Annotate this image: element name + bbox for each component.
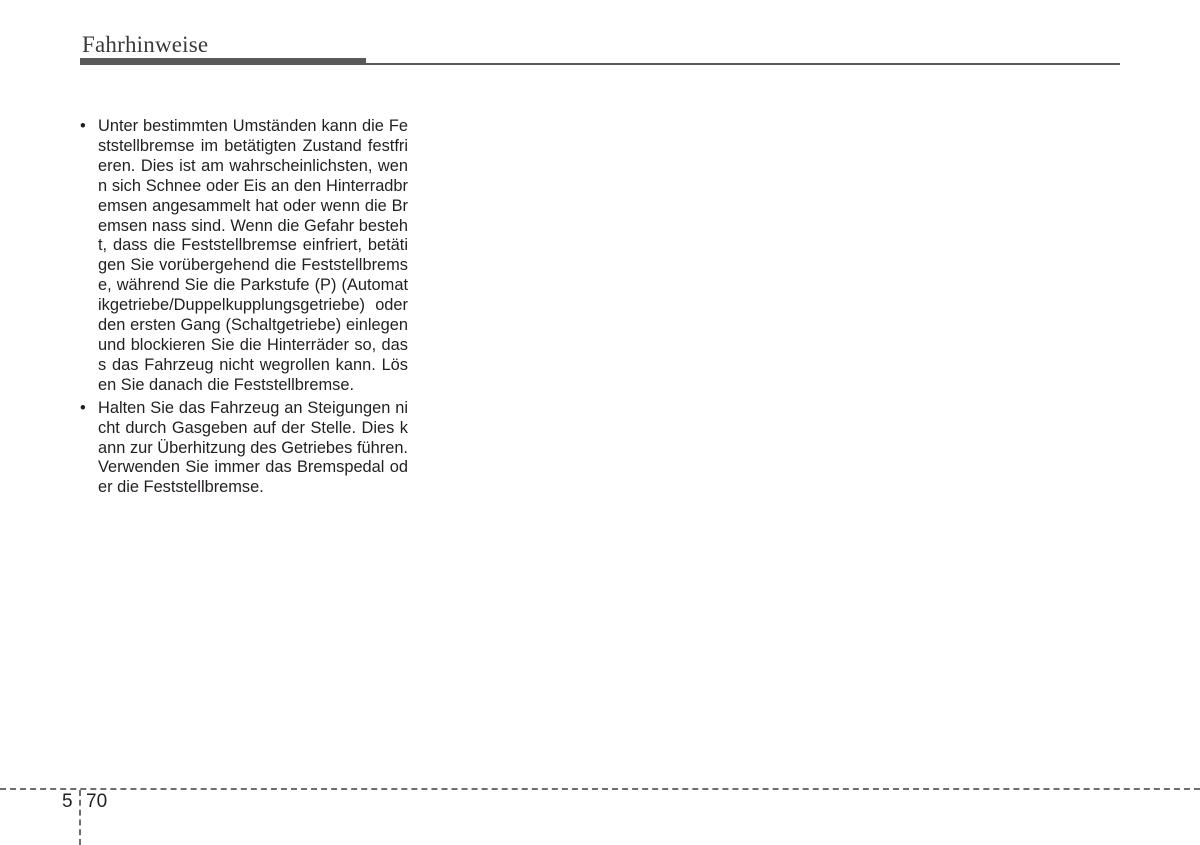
section-title: Fahrhinweise bbox=[82, 32, 209, 57]
chapter-number: 5 bbox=[62, 791, 73, 812]
bullet-text: Unter bestimmten Umständen kann die Feststellbremse im betätigten Zustand festfrieren. Dies ist am wahrscheinlichsten, wenn sich Schnee oder Eis an den Hinterradbremsen angesammelt hat oder wenn die Bremsen nass sind. Wenn die Gefahr besteht, dass die Feststellbremse einfriert, betätigen Sie vorübergehend die Feststellbremse, während Sie die Parkstufe (P) (Automatikgetriebe/Duppelkupplungsgetriebe) oder den ersten Gang (Schaltgetriebe) einlegen und blockieren Sie die Hinterräder so, dass das Fahrzeug nicht wegrollen kann. Lösen Sie danach die Feststellbremse. bbox=[98, 117, 408, 394]
footer-dashed-line bbox=[0, 788, 1200, 790]
bullet-item-parking-brake-freeze bbox=[80, 117, 408, 396]
bullet-text: Halten Sie das Fahrzeug an Steigungen nicht durch Gasgeben auf der Stelle. Dies kann zur Überhitzung des Getriebes führen. Verwenden Sie immer das Bremspedal oder die Feststellbremse. bbox=[98, 398, 408, 497]
main-content bbox=[80, 117, 408, 501]
page-number: 70 bbox=[86, 791, 108, 812]
bullet-list bbox=[80, 117, 408, 498]
header-rule-thick bbox=[80, 58, 366, 65]
bullet-marker: • bbox=[80, 117, 86, 135]
bullet-item-hill-holding bbox=[80, 399, 408, 499]
header-rule-thin bbox=[366, 63, 1120, 65]
footer-vertical-dashed-line bbox=[79, 790, 81, 845]
bullet-marker: • bbox=[80, 398, 86, 417]
